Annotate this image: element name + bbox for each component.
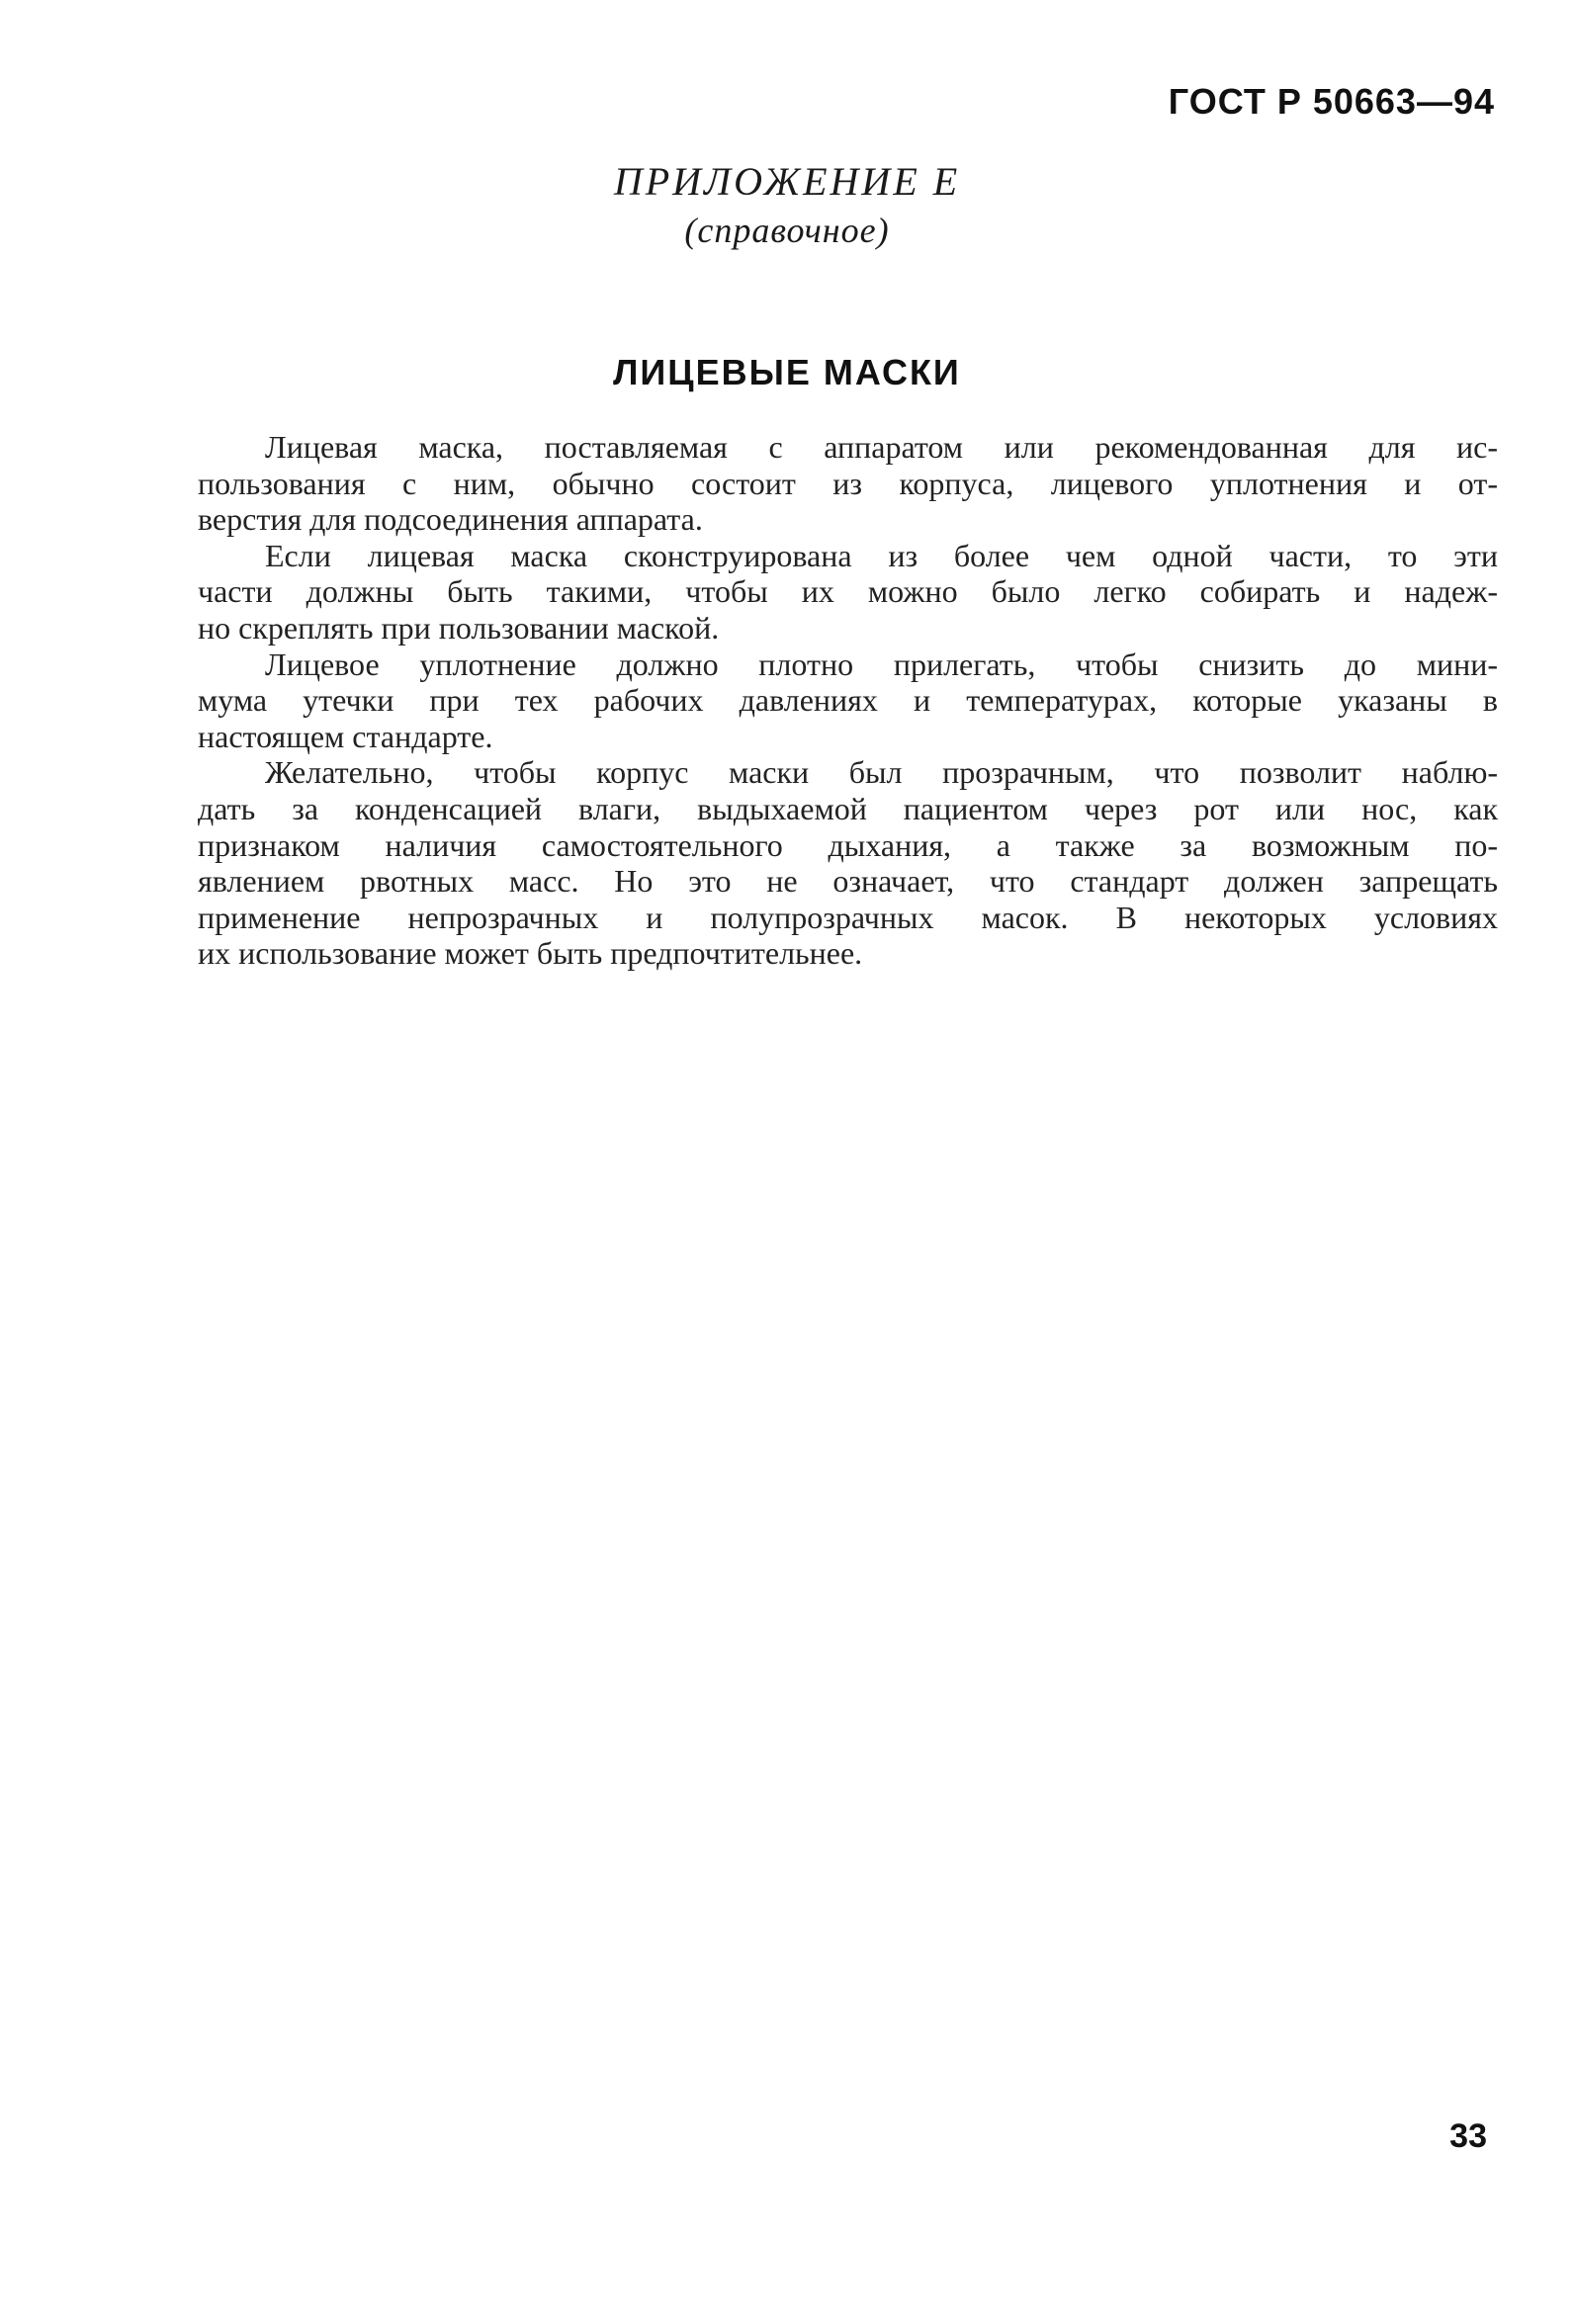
text-line: применение непрозрачных и полупрозрачных масок. В некоторых условиях <box>198 899 1498 935</box>
section-title: ЛИЦЕВЫЕ МАСКИ <box>613 352 961 392</box>
appendix-subtitle: (справочное) <box>684 211 890 250</box>
text-line: верстия для подсоединения аппарата. <box>198 501 703 538</box>
paragraph-3 <box>198 646 1498 755</box>
text-line: явлением рвотных масс. Но это не означает, что стандарт должен запрещать <box>198 863 1498 900</box>
text-line: Лицевая маска, поставляемая с аппаратом или рекомендованная для ис- <box>265 429 1498 465</box>
text-line: Желательно, чтобы корпус маски был прозрачным, что позволит наблю- <box>265 754 1498 791</box>
page-number: 33 <box>1449 2117 1487 2155</box>
text-line: Если лицевая маска сконструирована из более чем одной части, то эти <box>265 537 1498 573</box>
text-line: Лицевое уплотнение должно плотно прилегать, чтобы снизить до мини- <box>265 646 1498 682</box>
body-text <box>198 429 1498 972</box>
text-line: мума утечки при тех рабочих давлениях и температурах, которые указаны в <box>198 682 1498 719</box>
text-line: их использование может быть предпочтительнее. <box>198 935 863 972</box>
text-line: но скреплять при пользовании маской. <box>198 609 720 646</box>
paragraph-2 <box>198 538 1498 646</box>
text-line: настоящем стандарте. <box>198 718 493 754</box>
paragraph-4 <box>198 754 1498 972</box>
text-line: признаком наличия самостоятельного дыхания, а также за возможным по- <box>198 826 1498 863</box>
text-line: пользования с ним, обычно состоит из корпуса, лицевого уплотнения и от- <box>198 465 1498 501</box>
text-line: дать за конденсацией влаги, выдыхаемой пациентом через рот или нос, как <box>198 790 1498 826</box>
text-line: части должны быть такими, чтобы их можно было легко собирать и надеж- <box>198 573 1498 610</box>
appendix-title: ПРИЛОЖЕНИЕ Е <box>613 159 961 204</box>
document-code: ГОСТ Р 50663—94 <box>1168 81 1495 122</box>
paragraph-1 <box>198 429 1498 538</box>
